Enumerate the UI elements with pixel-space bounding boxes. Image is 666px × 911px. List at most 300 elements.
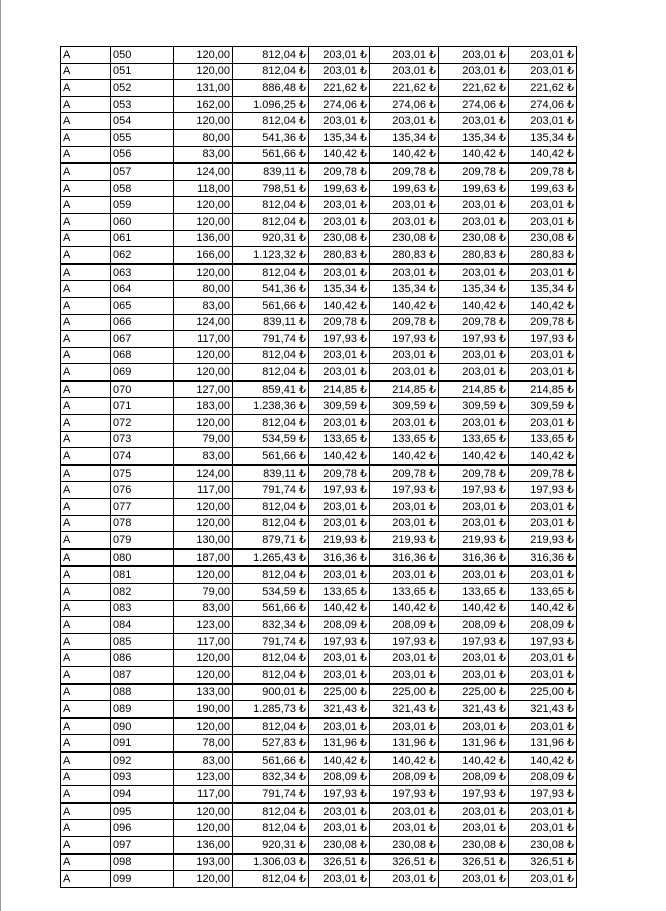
installment-2-cell: 203,01 ₺ <box>370 415 439 432</box>
block-cell: A <box>61 197 111 214</box>
area-cell: 120,00 <box>174 47 233 64</box>
table-row <box>61 854 577 871</box>
unit-no-cell: 070 <box>111 381 174 398</box>
table-row <box>61 297 577 314</box>
unit-no-cell: 061 <box>111 230 174 247</box>
installment-4-cell: 131,96 ₺ <box>509 735 577 752</box>
unit-no-cell: 052 <box>111 80 174 97</box>
block-cell: A <box>61 854 111 871</box>
area-cell: 120,00 <box>174 415 233 432</box>
block-cell: A <box>61 364 111 381</box>
block-cell: A <box>61 549 111 567</box>
installment-2-cell: 221,62 ₺ <box>370 80 439 97</box>
block-cell: A <box>61 63 111 80</box>
installment-2-cell: 140,42 ₺ <box>370 297 439 314</box>
area-cell: 124,00 <box>174 163 233 180</box>
installment-2-cell: 203,01 ₺ <box>370 47 439 64</box>
block-cell: A <box>61 281 111 298</box>
installment-4-cell: 203,01 ₺ <box>509 718 577 735</box>
installment-3-cell: 135,34 ₺ <box>439 281 509 298</box>
area-cell: 136,00 <box>174 230 233 247</box>
installment-1-cell: 203,01 ₺ <box>309 650 370 667</box>
area-cell: 120,00 <box>174 718 233 735</box>
table-row <box>61 113 577 130</box>
installment-4-cell: 321,43 ₺ <box>509 701 577 718</box>
installment-2-cell: 209,78 ₺ <box>370 163 439 180</box>
area-cell: 190,00 <box>174 701 233 718</box>
table-row <box>61 482 577 499</box>
total-amount-cell: 920,31 ₺ <box>233 836 309 853</box>
installment-4-cell: 203,01 ₺ <box>509 264 577 281</box>
installment-3-cell: 221,62 ₺ <box>439 80 509 97</box>
block-cell: A <box>61 465 111 482</box>
total-amount-cell: 791,74 ₺ <box>233 482 309 499</box>
area-cell: 193,00 <box>174 854 233 871</box>
installment-1-cell: 209,78 ₺ <box>309 465 370 482</box>
installment-4-cell: 208,09 ₺ <box>509 769 577 786</box>
installment-2-cell: 203,01 ₺ <box>370 364 439 381</box>
installment-2-cell: 309,59 ₺ <box>370 398 439 415</box>
total-amount-cell: 812,04 ₺ <box>233 515 309 532</box>
block-cell: A <box>61 820 111 837</box>
unit-no-cell: 089 <box>111 701 174 718</box>
installment-1-cell: 209,78 ₺ <box>309 314 370 331</box>
installment-1-cell: 197,93 ₺ <box>309 482 370 499</box>
installment-2-cell: 203,01 ₺ <box>370 347 439 364</box>
table-row <box>61 666 577 683</box>
block-cell: A <box>61 297 111 314</box>
unit-no-cell: 081 <box>111 566 174 583</box>
unit-no-cell: 053 <box>111 96 174 113</box>
installment-4-cell: 197,93 ₺ <box>509 786 577 803</box>
unit-no-cell: 098 <box>111 854 174 871</box>
installment-2-cell: 230,08 ₺ <box>370 230 439 247</box>
area-cell: 117,00 <box>174 331 233 348</box>
installment-4-cell: 133,65 ₺ <box>509 431 577 448</box>
unit-no-cell: 066 <box>111 314 174 331</box>
unit-no-cell: 077 <box>111 499 174 516</box>
total-amount-cell: 812,04 ₺ <box>233 666 309 683</box>
installment-4-cell: 230,08 ₺ <box>509 836 577 853</box>
installment-4-cell: 203,01 ₺ <box>509 820 577 837</box>
installment-4-cell: 309,59 ₺ <box>509 398 577 415</box>
table-row <box>61 431 577 448</box>
block-cell: A <box>61 331 111 348</box>
unit-no-cell: 059 <box>111 197 174 214</box>
area-cell: 127,00 <box>174 381 233 398</box>
installment-3-cell: 140,42 ₺ <box>439 752 509 769</box>
table-row <box>61 281 577 298</box>
installment-1-cell: 214,85 ₺ <box>309 381 370 398</box>
total-amount-cell: 1.265,43 ₺ <box>233 549 309 567</box>
page-left-edge <box>0 0 1 911</box>
installment-4-cell: 209,78 ₺ <box>509 465 577 482</box>
installment-1-cell: 219,93 ₺ <box>309 532 370 549</box>
unit-no-cell: 082 <box>111 584 174 601</box>
installment-4-cell: 199,63 ₺ <box>509 180 577 197</box>
installment-1-cell: 140,42 ₺ <box>309 448 370 465</box>
block-cell: A <box>61 871 111 888</box>
installment-4-cell: 203,01 ₺ <box>509 499 577 516</box>
area-cell: 124,00 <box>174 465 233 482</box>
unit-no-cell: 099 <box>111 871 174 888</box>
total-amount-cell: 920,31 ₺ <box>233 230 309 247</box>
installment-3-cell: 219,93 ₺ <box>439 532 509 549</box>
installment-3-cell: 209,78 ₺ <box>439 314 509 331</box>
block-cell: A <box>61 735 111 752</box>
total-amount-cell: 812,04 ₺ <box>233 47 309 64</box>
installment-2-cell: 209,78 ₺ <box>370 314 439 331</box>
installment-3-cell: 230,08 ₺ <box>439 230 509 247</box>
area-cell: 117,00 <box>174 482 233 499</box>
total-amount-cell: 1.306,03 ₺ <box>233 854 309 871</box>
area-cell: 166,00 <box>174 247 233 264</box>
area-cell: 130,00 <box>174 532 233 549</box>
installment-4-cell: 197,93 ₺ <box>509 331 577 348</box>
installment-3-cell: 135,34 ₺ <box>439 129 509 146</box>
installment-2-cell: 203,01 ₺ <box>370 650 439 667</box>
area-cell: 83,00 <box>174 448 233 465</box>
installment-1-cell: 203,01 ₺ <box>309 364 370 381</box>
installment-4-cell: 280,83 ₺ <box>509 247 577 264</box>
installment-1-cell: 203,01 ₺ <box>309 566 370 583</box>
total-amount-cell: 886,48 ₺ <box>233 80 309 97</box>
installment-3-cell: 203,01 ₺ <box>439 113 509 130</box>
total-amount-cell: 541,36 ₺ <box>233 281 309 298</box>
unit-no-cell: 072 <box>111 415 174 432</box>
table-row <box>61 566 577 583</box>
area-cell: 118,00 <box>174 180 233 197</box>
area-cell: 83,00 <box>174 752 233 769</box>
installment-2-cell: 203,01 ₺ <box>370 515 439 532</box>
area-cell: 120,00 <box>174 213 233 230</box>
total-amount-cell: 832,34 ₺ <box>233 769 309 786</box>
table-row <box>61 80 577 97</box>
total-amount-cell: 812,04 ₺ <box>233 499 309 516</box>
installment-4-cell: 140,42 ₺ <box>509 448 577 465</box>
area-cell: 120,00 <box>174 820 233 837</box>
installment-1-cell: 274,06 ₺ <box>309 96 370 113</box>
installment-4-cell: 133,65 ₺ <box>509 584 577 601</box>
installment-2-cell: 203,01 ₺ <box>370 63 439 80</box>
area-cell: 117,00 <box>174 633 233 650</box>
installment-1-cell: 203,01 ₺ <box>309 666 370 683</box>
installment-3-cell: 203,01 ₺ <box>439 820 509 837</box>
block-cell: A <box>61 786 111 803</box>
installment-2-cell: 199,63 ₺ <box>370 180 439 197</box>
installment-2-cell: 140,42 ₺ <box>370 146 439 163</box>
block-cell: A <box>61 347 111 364</box>
total-amount-cell: 534,59 ₺ <box>233 431 309 448</box>
unit-no-cell: 055 <box>111 129 174 146</box>
table-row <box>61 381 577 398</box>
installment-3-cell: 321,43 ₺ <box>439 701 509 718</box>
installment-2-cell: 197,93 ₺ <box>370 633 439 650</box>
table-row <box>61 146 577 163</box>
unit-no-cell: 093 <box>111 769 174 786</box>
total-amount-cell: 812,04 ₺ <box>233 415 309 432</box>
installment-2-cell: 133,65 ₺ <box>370 431 439 448</box>
table-row <box>61 314 577 331</box>
area-cell: 83,00 <box>174 146 233 163</box>
installment-4-cell: 203,01 ₺ <box>509 566 577 583</box>
installment-1-cell: 208,09 ₺ <box>309 617 370 634</box>
total-amount-cell: 561,66 ₺ <box>233 297 309 314</box>
installment-4-cell: 219,93 ₺ <box>509 532 577 549</box>
unit-no-cell: 064 <box>111 281 174 298</box>
table-row <box>61 786 577 803</box>
installment-1-cell: 280,83 ₺ <box>309 247 370 264</box>
unit-no-cell: 096 <box>111 820 174 837</box>
total-amount-cell: 839,11 ₺ <box>233 465 309 482</box>
table-row <box>61 331 577 348</box>
area-cell: 120,00 <box>174 650 233 667</box>
block-cell: A <box>61 532 111 549</box>
total-amount-cell: 1.096,25 ₺ <box>233 96 309 113</box>
installment-3-cell: 208,09 ₺ <box>439 769 509 786</box>
unit-no-cell: 086 <box>111 650 174 667</box>
area-cell: 79,00 <box>174 584 233 601</box>
unit-no-cell: 091 <box>111 735 174 752</box>
block-cell: A <box>61 836 111 853</box>
installment-4-cell: 140,42 ₺ <box>509 297 577 314</box>
total-amount-cell: 1.238,36 ₺ <box>233 398 309 415</box>
installment-4-cell: 140,42 ₺ <box>509 752 577 769</box>
installment-4-cell: 203,01 ₺ <box>509 47 577 64</box>
table-row <box>61 752 577 769</box>
unit-no-cell: 062 <box>111 247 174 264</box>
area-cell: 120,00 <box>174 197 233 214</box>
installment-3-cell: 209,78 ₺ <box>439 465 509 482</box>
installment-3-cell: 203,01 ₺ <box>439 566 509 583</box>
installment-1-cell: 203,01 ₺ <box>309 803 370 820</box>
installment-3-cell: 197,93 ₺ <box>439 786 509 803</box>
table-row <box>61 701 577 718</box>
block-cell: A <box>61 213 111 230</box>
area-cell: 83,00 <box>174 297 233 314</box>
installment-4-cell: 135,34 ₺ <box>509 281 577 298</box>
installment-4-cell: 225,00 ₺ <box>509 684 577 701</box>
installment-2-cell: 214,85 ₺ <box>370 381 439 398</box>
unit-no-cell: 067 <box>111 331 174 348</box>
unit-no-cell: 094 <box>111 786 174 803</box>
installment-3-cell: 214,85 ₺ <box>439 381 509 398</box>
unit-no-cell: 050 <box>111 47 174 64</box>
area-cell: 120,00 <box>174 347 233 364</box>
area-cell: 187,00 <box>174 549 233 567</box>
table-body <box>61 47 577 888</box>
installment-4-cell: 203,01 ₺ <box>509 364 577 381</box>
total-amount-cell: 798,51 ₺ <box>233 180 309 197</box>
table-row <box>61 836 577 853</box>
installment-1-cell: 203,01 ₺ <box>309 113 370 130</box>
block-cell: A <box>61 129 111 146</box>
installment-1-cell: 203,01 ₺ <box>309 871 370 888</box>
installment-3-cell: 133,65 ₺ <box>439 431 509 448</box>
installment-1-cell: 203,01 ₺ <box>309 499 370 516</box>
installment-4-cell: 140,42 ₺ <box>509 146 577 163</box>
installment-1-cell: 203,01 ₺ <box>309 63 370 80</box>
installment-4-cell: 230,08 ₺ <box>509 230 577 247</box>
total-amount-cell: 561,66 ₺ <box>233 146 309 163</box>
installment-4-cell: 203,01 ₺ <box>509 666 577 683</box>
installment-3-cell: 203,01 ₺ <box>439 364 509 381</box>
total-amount-cell: 812,04 ₺ <box>233 820 309 837</box>
table-row <box>61 63 577 80</box>
installment-1-cell: 230,08 ₺ <box>309 836 370 853</box>
block-cell: A <box>61 584 111 601</box>
unit-no-cell: 051 <box>111 63 174 80</box>
block-cell: A <box>61 247 111 264</box>
total-amount-cell: 812,04 ₺ <box>233 718 309 735</box>
table-row <box>61 617 577 634</box>
block-cell: A <box>61 448 111 465</box>
total-amount-cell: 859,41 ₺ <box>233 381 309 398</box>
installment-4-cell: 274,06 ₺ <box>509 96 577 113</box>
installment-3-cell: 140,42 ₺ <box>439 448 509 465</box>
table-row <box>61 230 577 247</box>
total-amount-cell: 879,71 ₺ <box>233 532 309 549</box>
area-cell: 120,00 <box>174 264 233 281</box>
installment-1-cell: 203,01 ₺ <box>309 415 370 432</box>
unit-no-cell: 080 <box>111 549 174 567</box>
block-cell: A <box>61 701 111 718</box>
table-row <box>61 415 577 432</box>
block-cell: A <box>61 113 111 130</box>
installment-3-cell: 140,42 ₺ <box>439 600 509 617</box>
installment-1-cell: 203,01 ₺ <box>309 718 370 735</box>
table-row <box>61 499 577 516</box>
installment-3-cell: 203,01 ₺ <box>439 264 509 281</box>
area-cell: 124,00 <box>174 314 233 331</box>
unit-no-cell: 057 <box>111 163 174 180</box>
installment-1-cell: 203,01 ₺ <box>309 820 370 837</box>
block-cell: A <box>61 230 111 247</box>
table-row <box>61 584 577 601</box>
table-row <box>61 633 577 650</box>
total-amount-cell: 839,11 ₺ <box>233 163 309 180</box>
payment-table <box>60 46 577 888</box>
area-cell: 123,00 <box>174 769 233 786</box>
table-row <box>61 684 577 701</box>
total-amount-cell: 561,66 ₺ <box>233 448 309 465</box>
unit-no-cell: 068 <box>111 347 174 364</box>
installment-2-cell: 274,06 ₺ <box>370 96 439 113</box>
installment-4-cell: 203,01 ₺ <box>509 415 577 432</box>
area-cell: 79,00 <box>174 431 233 448</box>
installment-1-cell: 133,65 ₺ <box>309 584 370 601</box>
total-amount-cell: 812,04 ₺ <box>233 650 309 667</box>
unit-no-cell: 069 <box>111 364 174 381</box>
area-cell: 120,00 <box>174 803 233 820</box>
area-cell: 78,00 <box>174 735 233 752</box>
installment-3-cell: 199,63 ₺ <box>439 180 509 197</box>
block-cell: A <box>61 666 111 683</box>
installment-3-cell: 197,93 ₺ <box>439 633 509 650</box>
block-cell: A <box>61 431 111 448</box>
installment-3-cell: 203,01 ₺ <box>439 213 509 230</box>
area-cell: 120,00 <box>174 515 233 532</box>
total-amount-cell: 791,74 ₺ <box>233 331 309 348</box>
installment-1-cell: 203,01 ₺ <box>309 515 370 532</box>
table-row <box>61 247 577 264</box>
area-cell: 183,00 <box>174 398 233 415</box>
installment-1-cell: 140,42 ₺ <box>309 752 370 769</box>
block-cell: A <box>61 515 111 532</box>
unit-no-cell: 073 <box>111 431 174 448</box>
total-amount-cell: 812,04 ₺ <box>233 213 309 230</box>
unit-no-cell: 079 <box>111 532 174 549</box>
installment-3-cell: 133,65 ₺ <box>439 584 509 601</box>
installment-2-cell: 326,51 ₺ <box>370 854 439 871</box>
installment-3-cell: 140,42 ₺ <box>439 146 509 163</box>
total-amount-cell: 812,04 ₺ <box>233 566 309 583</box>
table-row <box>61 871 577 888</box>
installment-2-cell: 280,83 ₺ <box>370 247 439 264</box>
area-cell: 120,00 <box>174 566 233 583</box>
installment-1-cell: 221,62 ₺ <box>309 80 370 97</box>
installment-2-cell: 133,65 ₺ <box>370 584 439 601</box>
area-cell: 80,00 <box>174 281 233 298</box>
unit-no-cell: 060 <box>111 213 174 230</box>
total-amount-cell: 839,11 ₺ <box>233 314 309 331</box>
installment-1-cell: 225,00 ₺ <box>309 684 370 701</box>
block-cell: A <box>61 163 111 180</box>
installment-3-cell: 209,78 ₺ <box>439 163 509 180</box>
installment-3-cell: 203,01 ₺ <box>439 650 509 667</box>
installment-1-cell: 309,59 ₺ <box>309 398 370 415</box>
table-row <box>61 96 577 113</box>
installment-1-cell: 203,01 ₺ <box>309 197 370 214</box>
installment-4-cell: 203,01 ₺ <box>509 213 577 230</box>
unit-no-cell: 054 <box>111 113 174 130</box>
installment-3-cell: 203,01 ₺ <box>439 197 509 214</box>
installment-4-cell: 203,01 ₺ <box>509 63 577 80</box>
area-cell: 120,00 <box>174 63 233 80</box>
total-amount-cell: 812,04 ₺ <box>233 803 309 820</box>
installment-2-cell: 197,93 ₺ <box>370 331 439 348</box>
block-cell: A <box>61 617 111 634</box>
unit-no-cell: 063 <box>111 264 174 281</box>
installment-4-cell: 197,93 ₺ <box>509 633 577 650</box>
total-amount-cell: 1.123,32 ₺ <box>233 247 309 264</box>
block-cell: A <box>61 96 111 113</box>
installment-4-cell: 209,78 ₺ <box>509 314 577 331</box>
block-cell: A <box>61 769 111 786</box>
installment-4-cell: 203,01 ₺ <box>509 650 577 667</box>
installment-2-cell: 219,93 ₺ <box>370 532 439 549</box>
table-row <box>61 213 577 230</box>
installment-4-cell: 209,78 ₺ <box>509 163 577 180</box>
installment-4-cell: 316,36 ₺ <box>509 549 577 567</box>
area-cell: 83,00 <box>174 600 233 617</box>
installment-3-cell: 140,42 ₺ <box>439 297 509 314</box>
block-cell: A <box>61 650 111 667</box>
unit-no-cell: 097 <box>111 836 174 853</box>
installment-4-cell: 135,34 ₺ <box>509 129 577 146</box>
installment-4-cell: 197,93 ₺ <box>509 482 577 499</box>
installment-2-cell: 203,01 ₺ <box>370 803 439 820</box>
installment-3-cell: 208,09 ₺ <box>439 617 509 634</box>
total-amount-cell: 791,74 ₺ <box>233 786 309 803</box>
installment-2-cell: 208,09 ₺ <box>370 617 439 634</box>
unit-no-cell: 074 <box>111 448 174 465</box>
block-cell: A <box>61 381 111 398</box>
unit-no-cell: 058 <box>111 180 174 197</box>
installment-2-cell: 140,42 ₺ <box>370 752 439 769</box>
installment-1-cell: 209,78 ₺ <box>309 163 370 180</box>
table-row <box>61 820 577 837</box>
